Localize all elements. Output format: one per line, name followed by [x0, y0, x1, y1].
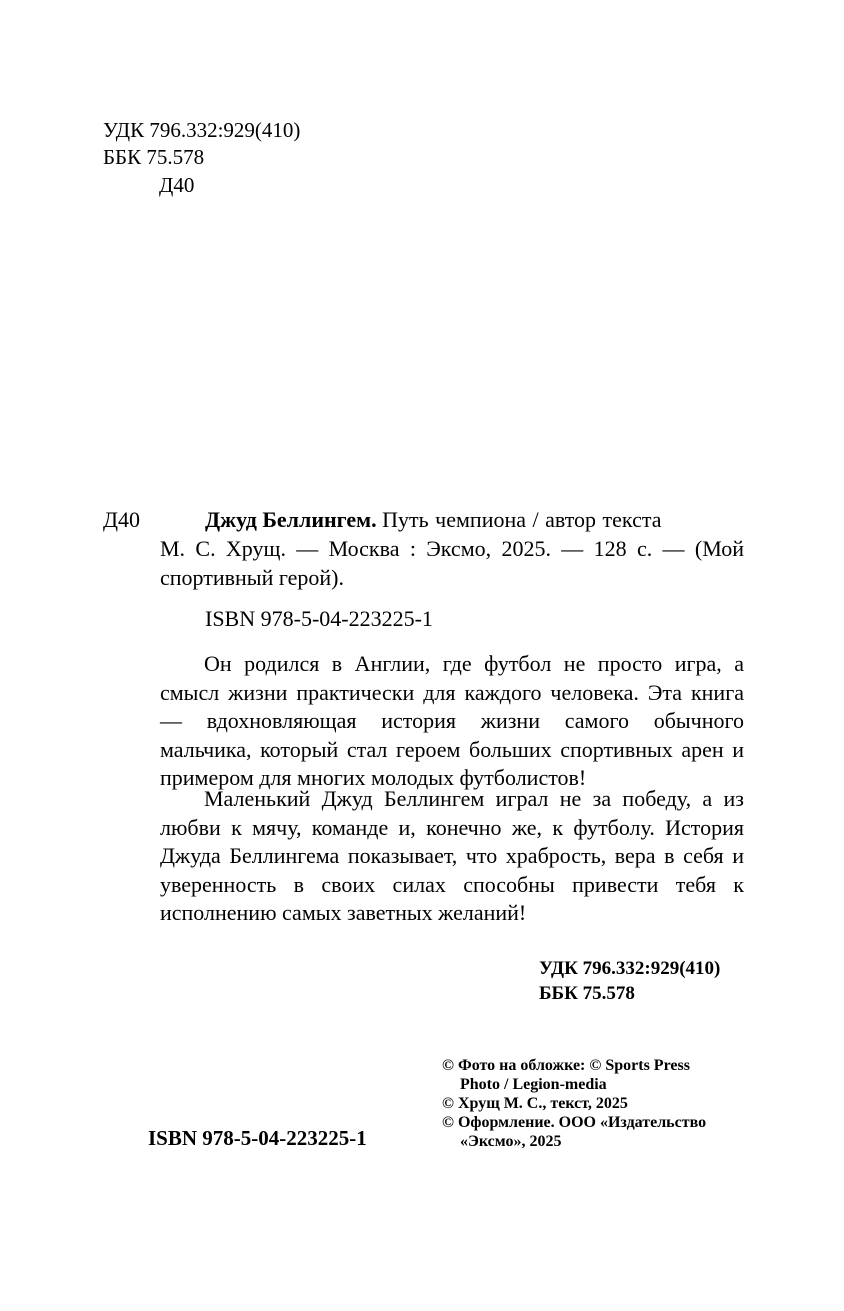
copyright-photo-line-1: © Фото на обложке: © Sports Press — [442, 1057, 690, 1074]
annotation-paragraph-1: Он родился в Англии, где футбол не просто игра, а смысл жизни практически для каждого человека. Эта книга — вдохновляющая история жизни самого обычного мальчика, который стал героем больших спортивных арен и примером для многих молодых футболистов! — [160, 651, 744, 790]
copyright-design-line-1: © Оформление. ООО «Издательство — [442, 1114, 707, 1131]
footer-udk: УДК 796.332:929(410) — [539, 958, 721, 979]
record-isbn: ISBN 978-5-04-223225-1 — [205, 606, 433, 631]
record-line-2: М. С. Хрущ. — Москва : Эксмо, 2025. — 128 с. — (Мой — [160, 536, 744, 561]
record-title: Джуд Беллингем. — [205, 507, 377, 532]
record-line-3: спортивный герой). — [160, 565, 344, 590]
annotation-paragraph-2: Маленький Джуд Беллингем играл не за победу, а из любви к мячу, команде и, конечно же, к футболу. История Джуда Беллингема показывает, что храбрость, вера в себя и уверенность в своих силах способны привести тебя к исполнению самых заветных желаний! — [160, 786, 744, 925]
copyright-text: © Хрущ М. С., текст, 2025 — [442, 1095, 628, 1112]
header-author-sign: Д40 — [159, 173, 195, 197]
footer-isbn: ISBN 978-5-04-223225-1 — [148, 1126, 367, 1150]
footer-bbk: ББК 75.578 — [539, 983, 635, 1004]
header-bbk: ББК 75.578 — [103, 145, 205, 169]
copyright-photo-line-2: Photo / Legion-media — [460, 1076, 607, 1093]
header-udk: УДК 796.332:929(410) — [103, 118, 301, 142]
record-author-sign: Д40 — [103, 507, 141, 532]
record-line-1-rest: Путь чемпиона / автор текста — [382, 507, 662, 532]
record-line-1 — [205, 505, 661, 534]
copyright-design-line-2: «Эксмо», 2025 — [460, 1133, 562, 1150]
